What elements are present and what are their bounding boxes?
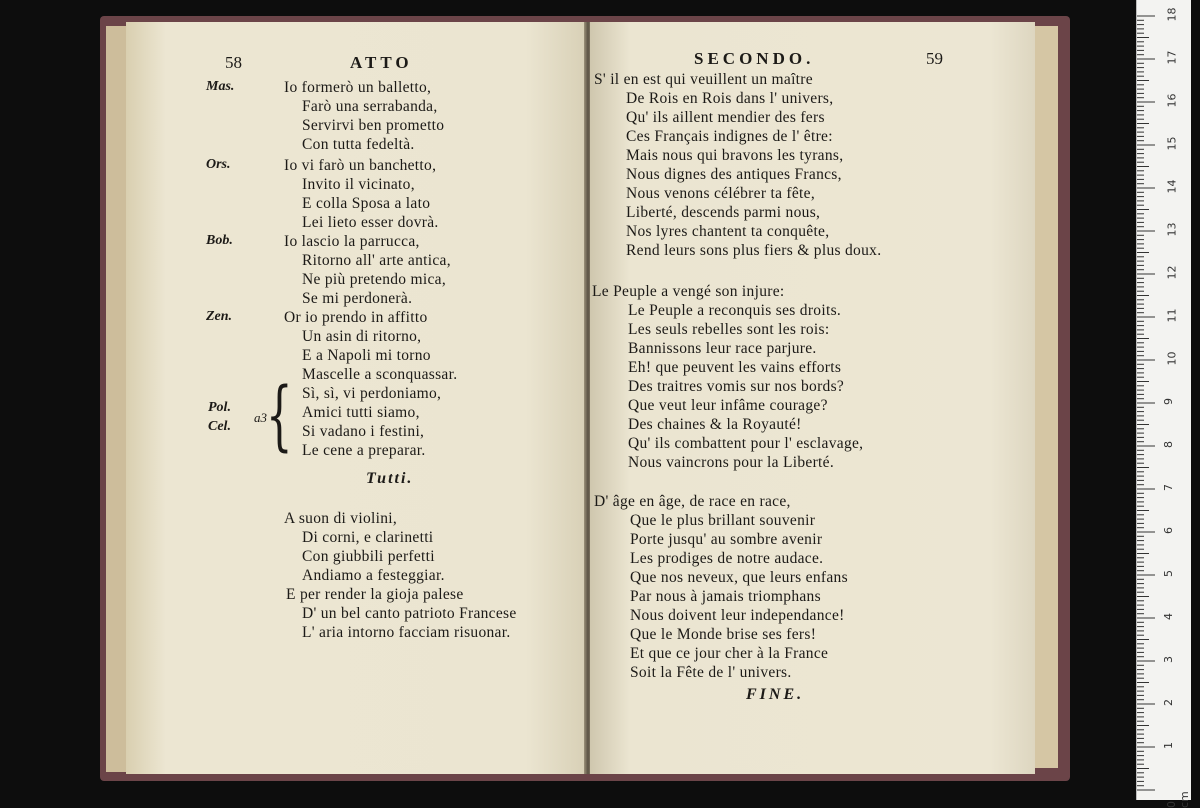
verse-line: Porte jusqu' au sombre avenir — [630, 531, 823, 548]
ruler-label: 9 — [1162, 398, 1175, 405]
verse-line: Io formerò un balletto, — [284, 79, 432, 96]
verse-line: Io lascio la parrucca, — [284, 233, 420, 250]
verse-line: Nous dignes des antiques Francs, — [626, 166, 842, 183]
verse-line: Les seuls rebelles sont les rois: — [628, 321, 830, 338]
verse-line: Que le plus brillant souvenir — [630, 512, 816, 529]
verse-line: Que veut leur infâme courage? — [628, 397, 828, 414]
verse-line: Le cene a preparar. — [302, 442, 426, 459]
verse-line: D' un bel canto patrioto Francese — [302, 605, 517, 622]
verse-line: Ces Français indignes de l' être: — [626, 128, 833, 145]
tutti-heading: Tutti. — [366, 470, 414, 487]
verse-line: S' il en est qui veuillent un maître — [594, 71, 813, 88]
verse-line: Mais nous qui bravons les tyrans, — [626, 147, 844, 164]
speaker-ors: Ors. — [206, 157, 231, 172]
speaker-zen: Zen. — [206, 309, 233, 324]
verse-line: Con giubbili perfetti — [302, 548, 435, 565]
ruler-label: 3 — [1162, 656, 1175, 663]
verse-line: Farò una serrabanda, — [302, 98, 438, 115]
ruler-label: 17 — [1165, 50, 1179, 65]
verse-line: Que nos neveux, que leurs enfans — [630, 569, 848, 586]
verse-line: L' aria intorno facciam risuonar. — [302, 624, 511, 641]
ruler-label: 15 — [1165, 136, 1179, 151]
verse-line: Servirvi ben prometto — [302, 117, 445, 134]
verse-line: Le Peuple a vengé son injure: — [592, 283, 785, 300]
ruler-label: 2 — [1162, 699, 1175, 706]
fine-marker: FINE. — [746, 686, 805, 703]
verse-line: Io vi farò un banchetto, — [284, 157, 437, 174]
left-page-edge — [106, 26, 128, 772]
ruler-label: 12 — [1165, 265, 1179, 280]
verse-line: Les prodiges de notre audace. — [630, 550, 824, 567]
verse-line: Par nous à jamais triomphans — [630, 588, 821, 605]
ruler-label: 14 — [1165, 179, 1179, 194]
ensemble-brace: { — [266, 370, 293, 459]
verse-line: D' âge en âge, de race en race, — [594, 493, 791, 510]
verse-line: Ne più pretendo mica, — [302, 271, 447, 288]
verse-line: Nous doivent leur independance! — [630, 607, 845, 624]
verse-line: Le Peuple a reconquis ses droits. — [628, 302, 842, 319]
verse-line: Un asin di ritorno, — [302, 328, 422, 345]
verse-line: Nous venons célébrer ta fête, — [626, 185, 816, 202]
ruler-label: 1 — [1162, 742, 1175, 749]
verse-line: Or io prendo in affitto — [284, 309, 428, 326]
page-number-right: 59 — [926, 49, 943, 68]
ruler-label: 13 — [1165, 222, 1179, 237]
running-header-left: ATTO — [350, 53, 413, 72]
verse-line: Bannissons leur race parjure. — [628, 340, 817, 357]
ruler-label: 7 — [1162, 484, 1175, 491]
verse-line: Soit la Fête de l' univers. — [630, 664, 792, 681]
ensemble-mark: a3 — [254, 410, 267, 425]
verse-line: E a Napoli mi torno — [302, 347, 431, 364]
verse-line: De Rois en Rois dans l' univers, — [626, 90, 834, 107]
verse-line: Se mi perdonerà. — [302, 290, 413, 307]
verse-line: Rend leurs sons plus fiers & plus doux. — [626, 242, 882, 259]
scale-ruler — [1136, 0, 1191, 808]
speaker-pol: Pol. — [208, 400, 231, 415]
ruler-label: 6 — [1162, 527, 1175, 534]
verse-line: Qu' ils combattent pour l' esclavage, — [628, 435, 864, 452]
verse-line: Si vadano i festini, — [302, 423, 425, 440]
ruler-label: 10 — [1165, 351, 1179, 366]
verse-line: E colla Sposa a lato — [302, 195, 431, 212]
verse-line: Con tutta fedeltà. — [302, 136, 415, 153]
speaker-cel: Cel. — [208, 419, 231, 434]
verse-line: Et que ce jour cher à la France — [630, 645, 829, 662]
verse-line: Que le Monde brise ses fers! — [630, 626, 817, 643]
verse-line: Qu' ils aillent mendier des fers — [626, 109, 825, 126]
verse-line: Mascelle a sconquassar. — [302, 366, 458, 383]
ruler-label: 4 — [1162, 613, 1175, 620]
verse-line: Des chaines & la Royauté! — [628, 416, 802, 433]
verse-line: Liberté, descends parmi nous, — [626, 204, 821, 221]
ruler-label: 11 — [1165, 308, 1179, 323]
verse-line: Des traitres vomis sur nos bords? — [628, 378, 845, 395]
verse-line: A suon di violini, — [284, 510, 398, 527]
verse-line: Invito il vicinato, — [302, 176, 415, 193]
ruler-label: 16 — [1165, 93, 1179, 108]
speaker-bob: Bob. — [206, 233, 233, 248]
right-page — [590, 22, 1035, 774]
verse-line: E per render la gioja palese — [286, 586, 464, 603]
verse-line: Di corni, e clarinetti — [302, 529, 434, 546]
verse-line: Eh! que peuvent les vains efforts — [628, 359, 842, 376]
ruler-label: 18 — [1165, 7, 1179, 22]
verse-line: Ritorno all' arte antica, — [302, 252, 451, 269]
ruler-label: 5 — [1162, 570, 1175, 577]
verse-line: Lei lieto esser dovrà. — [302, 214, 439, 231]
verse-line: Nos lyres chantent ta conquête, — [626, 223, 830, 240]
ruler-label: 0 cm — [1165, 791, 1191, 808]
verse-line: Andiamo a festeggiar. — [302, 567, 445, 584]
speaker-mas: Mas. — [206, 79, 235, 94]
verse-line: Amici tutti siamo, — [302, 404, 420, 421]
page-number-left: 58 — [225, 53, 242, 72]
verse-line: Nous vaincrons pour la Liberté. — [628, 454, 835, 471]
verse-line: Sì, sì, vi perdoniamo, — [302, 385, 442, 402]
ruler-label: 8 — [1162, 441, 1175, 448]
left-page — [126, 22, 586, 774]
running-header-right: SECONDO. — [694, 49, 815, 68]
